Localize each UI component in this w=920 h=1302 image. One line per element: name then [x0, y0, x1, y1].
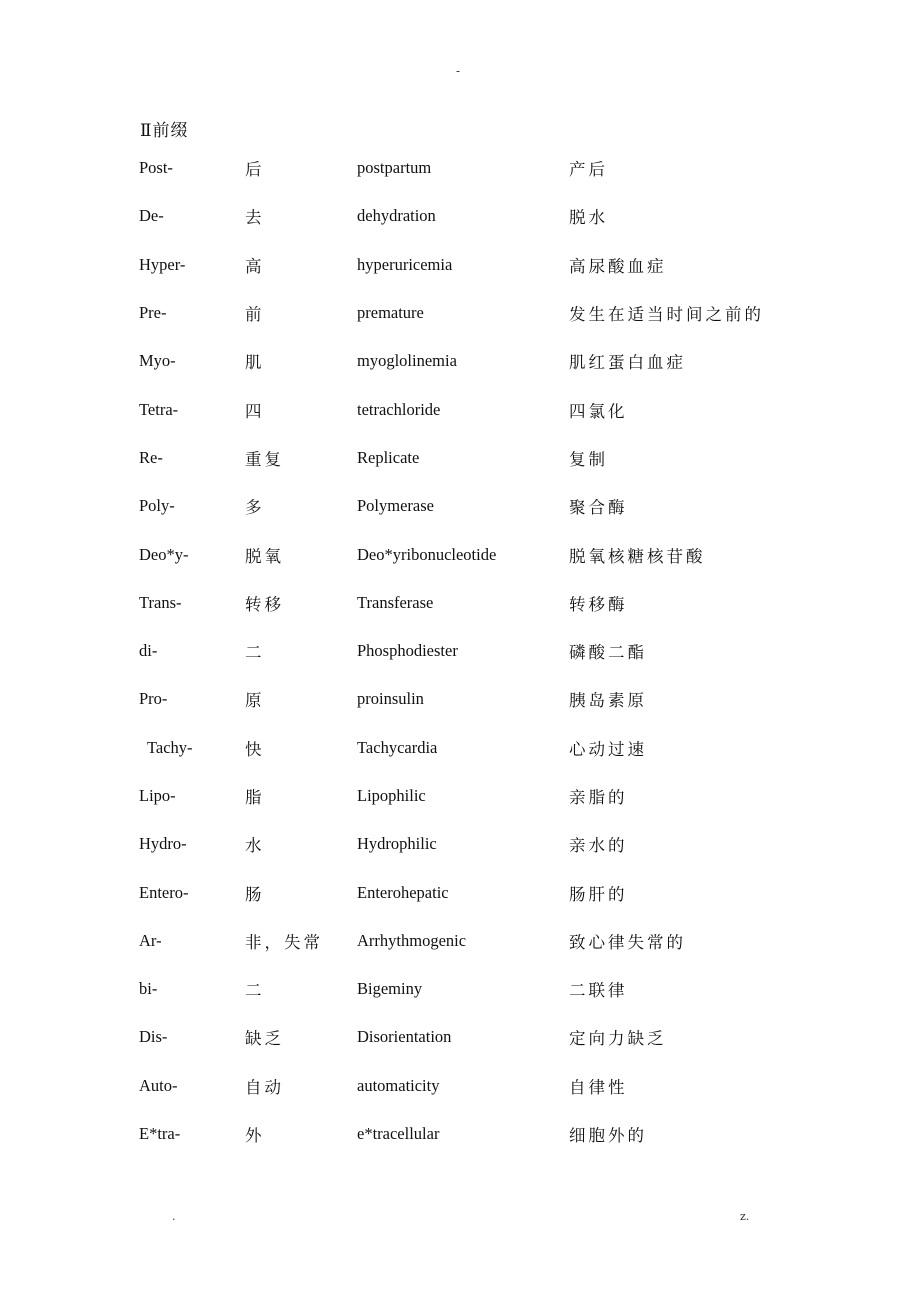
example-term-cell: Bigeminy: [357, 979, 423, 999]
translation-cell: 高尿酸血症: [569, 256, 667, 276]
table-row: [139, 289, 799, 337]
translation-cell: 四氯化: [569, 401, 628, 421]
prefix-cell: Deo*y-: [139, 544, 189, 564]
table-row: [139, 1013, 799, 1061]
example-term-cell: tetrachloride: [357, 399, 441, 419]
translation-cell: 聚合酶: [569, 498, 628, 518]
table-row: [139, 820, 799, 868]
meaning-cell: 非，失常: [245, 932, 323, 952]
table-row: [139, 337, 799, 385]
example-term-cell: dehydration: [357, 206, 436, 226]
meaning-cell: 外: [245, 1126, 265, 1146]
example-term-cell: myoglolinemia: [357, 351, 457, 371]
prefix-cell: di-: [139, 641, 158, 661]
prefix-cell: De-: [139, 206, 164, 226]
example-term-cell: premature: [357, 303, 424, 323]
translation-cell: 肠肝的: [569, 884, 628, 904]
table-row: [139, 675, 799, 723]
example-term-cell: Lipophilic: [357, 786, 426, 805]
meaning-cell: 肌: [245, 353, 265, 373]
translation-cell: 发生在适当时间之前的: [569, 305, 764, 325]
translation-cell: 致心律失常的: [569, 932, 686, 952]
prefix-cell: Pro-: [139, 689, 168, 709]
prefix-cell: Tachy-: [139, 737, 193, 757]
table-row: [139, 1062, 799, 1110]
table-row: [139, 385, 799, 433]
example-term-cell: postpartum: [357, 158, 432, 178]
table-row: [139, 724, 799, 772]
example-term-cell: Hydrophilic: [357, 834, 437, 854]
prefix-cell: Post-: [139, 158, 173, 178]
prefix-cell: bi-: [139, 979, 158, 999]
prefix-cell: Dis-: [139, 1027, 168, 1047]
example-term-cell: e*tracellular: [357, 1124, 440, 1144]
table-row: [139, 772, 799, 820]
prefix-table: [139, 144, 799, 1158]
footer-left-mark: .: [172, 1210, 176, 1223]
translation-cell: 定向力缺乏: [569, 1029, 667, 1049]
table-row: [139, 241, 799, 289]
translation-cell: 细胞外的: [569, 1126, 647, 1146]
table-row: [139, 192, 799, 240]
translation-cell: 肌红蛋白血症: [569, 353, 686, 373]
meaning-cell: 前: [245, 305, 265, 325]
meaning-cell: 自动: [245, 1077, 284, 1097]
example-term-cell: Enterohepatic: [357, 882, 449, 902]
meaning-cell: 肠: [245, 884, 265, 904]
table-row: [139, 579, 799, 627]
prefix-cell: Myo-: [139, 351, 176, 371]
translation-cell: 复制: [569, 449, 608, 469]
meaning-cell: 转移: [245, 594, 284, 614]
translation-cell: 自律性: [569, 1077, 628, 1097]
translation-cell: 转移酶: [569, 594, 628, 614]
example-term-cell: Deo*yribonucleotide: [357, 544, 497, 564]
translation-cell: 亲水的: [569, 836, 628, 856]
example-term-cell: Replicate: [357, 447, 420, 467]
prefix-cell: Hyper-: [139, 254, 186, 274]
translation-cell: 脱水: [569, 208, 608, 228]
prefix-cell: Ar-: [139, 930, 162, 950]
prefix-cell: Re-: [139, 447, 163, 467]
meaning-cell: 脱氧: [245, 546, 284, 566]
table-row: [139, 917, 799, 965]
example-term-cell: hyperuricemia: [357, 254, 453, 274]
translation-cell: 脱氧核糖核苷酸: [569, 546, 706, 566]
table-row: [139, 144, 799, 192]
translation-cell: 心动过速: [569, 739, 647, 759]
meaning-cell: 重复: [245, 449, 284, 469]
translation-cell: 胰岛素原: [569, 691, 647, 711]
translation-cell: 产后: [569, 160, 608, 180]
meaning-cell: 后: [245, 160, 265, 180]
example-term-cell: Arrhythmogenic: [357, 930, 467, 950]
example-term-cell: proinsulin: [357, 689, 424, 709]
meaning-cell: 二: [245, 643, 265, 663]
translation-cell: 二联律: [569, 981, 628, 1001]
example-term-cell: Phosphodiester: [357, 641, 458, 661]
meaning-cell: 去: [245, 208, 265, 228]
translation-cell: 磷酸二酯: [569, 643, 647, 663]
example-term-cell: automaticity: [357, 1075, 440, 1095]
prefix-cell: Auto-: [139, 1075, 178, 1095]
footer-right-mark: z.: [740, 1210, 750, 1223]
meaning-cell: 脂: [245, 788, 265, 807]
header-mark: -: [456, 64, 461, 78]
table-row: [139, 1110, 799, 1158]
table-row: [139, 868, 799, 916]
meaning-cell: 缺乏: [245, 1029, 284, 1049]
prefix-cell: Trans-: [139, 592, 182, 612]
table-row: [139, 627, 799, 675]
meaning-cell: 水: [245, 836, 265, 856]
table-row: [139, 482, 799, 530]
table-row: [139, 965, 799, 1013]
prefix-cell: Entero-: [139, 882, 189, 902]
meaning-cell: 二: [245, 981, 265, 1001]
prefix-cell: E*tra-: [139, 1124, 181, 1144]
table-row: [139, 434, 799, 482]
section-title: Ⅱ前缀: [140, 121, 189, 141]
prefix-cell: Pre-: [139, 303, 167, 323]
prefix-cell: Lipo-: [139, 786, 176, 805]
translation-cell: 亲脂的: [569, 788, 628, 807]
meaning-cell: 原: [245, 691, 265, 711]
example-term-cell: Transferase: [357, 592, 434, 612]
table-row: [139, 530, 799, 578]
example-term-cell: Polymerase: [357, 496, 434, 516]
prefix-cell: Poly-: [139, 496, 175, 516]
meaning-cell: 快: [245, 739, 265, 759]
meaning-cell: 四: [245, 401, 265, 421]
meaning-cell: 多: [245, 498, 265, 518]
meaning-cell: 高: [245, 256, 265, 276]
prefix-cell: Hydro-: [139, 834, 187, 854]
prefix-cell: Tetra-: [139, 399, 179, 419]
example-term-cell: Tachycardia: [357, 737, 438, 757]
example-term-cell: Disorientation: [357, 1027, 452, 1047]
